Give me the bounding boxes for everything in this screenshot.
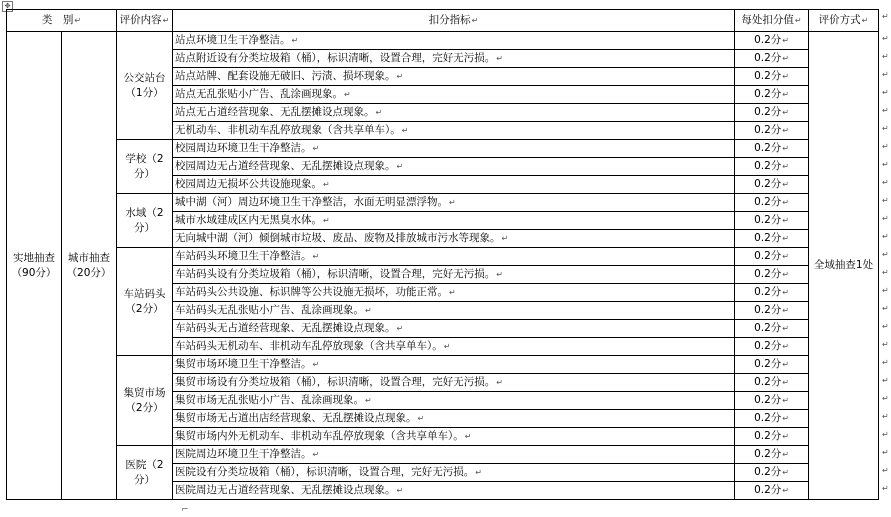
points-cell: 0.2分↵ — [735, 284, 809, 302]
row-end-mark: ↵ — [882, 484, 889, 493]
row-end-mark: ↵ — [882, 286, 889, 295]
row-end-mark: ↵ — [882, 106, 889, 115]
points-text: 0.2分 — [754, 142, 782, 154]
indicator-text: 城中湖（河）周边环境卫生干净整洁，水面无明显漂浮物。 — [175, 196, 449, 208]
points-cell: 0.2分↵ — [735, 446, 809, 464]
points-text: 0.2分 — [754, 250, 782, 262]
indicator-text: 车站码头无机动车、非机动车乱停放现象（含共享单车）。 — [175, 340, 443, 352]
points-text: 0.2分 — [754, 34, 782, 46]
indicator-cell: 无机动车、非机动车乱停放现象（含共享单车）。↵ — [173, 122, 735, 140]
points-cell: 0.2分↵ — [735, 212, 809, 230]
row-end-mark: ↵ — [882, 448, 889, 457]
evaluation-item-cell: 车站码头（2分） — [117, 248, 173, 356]
row-end-mark: ↵ — [882, 250, 889, 259]
points-cell: 0.2分↵ — [735, 428, 809, 446]
points-text: 0.2分 — [754, 106, 782, 118]
indicator-text: 车站码头公共设施、标识牌等公共设施无损坏，功能正常。 — [175, 286, 449, 298]
indicator-cell: 校园周边环境卫生干净整洁。↵ — [173, 140, 735, 158]
indicator-text: 车站码头设有分类垃圾箱（桶），标识清晰，设置合理，完好无污损。 — [175, 268, 496, 280]
row-end-mark: ↵ — [882, 430, 889, 439]
indicator-cell: 站点无占道经营现象、无乱摆摊设点现象。↵ — [173, 104, 735, 122]
header-method: 评价方式↵ — [809, 10, 879, 32]
indicator-text: 校园周边环境卫生干净整洁。 — [175, 142, 312, 154]
points-cell: 0.2分↵ — [735, 122, 809, 140]
row-end-mark: ↵ — [882, 358, 889, 367]
row-end-mark: ↵ — [882, 88, 889, 97]
indicator-text: 集贸市场环境卫生干净整洁。 — [175, 358, 312, 370]
indicator-cell: 车站码头设有分类垃圾箱（桶），标识清晰，设置合理，完好无污损。↵ — [173, 266, 735, 284]
indicator-cell: 集贸市场无乱张贴小广告、乱涂画现象。↵ — [173, 392, 735, 410]
indicator-text: 医院设有分类垃圾箱（桶），标识清晰，设置合理，完好无污损。 — [175, 466, 475, 478]
evaluation-item-cell: 集贸市场（2分） — [117, 356, 173, 446]
indicator-cell: 医院周边无占道经营现象、无乱摆摊设点现象。↵ — [173, 482, 735, 500]
indicator-text: 校园周边无损坏公共设施现象。 — [175, 178, 323, 190]
indicator-text: 集贸市场内外无机动车、非机动车乱停放现象（含共享单车）。 — [175, 430, 464, 442]
subcategory-cell: 城市抽查（20分） — [62, 32, 117, 500]
points-cell: 0.2分↵ — [735, 464, 809, 482]
indicator-text: 无向城中湖（河）倾倒城市垃圾、废品、废物及排放城市污水等现象。 — [175, 232, 501, 244]
row-end-mark: ↵ — [882, 196, 889, 205]
points-text: 0.2分 — [754, 304, 782, 316]
row-end-mark: ↵ — [882, 124, 889, 133]
table-row — [7, 32, 879, 50]
indicator-text: 集贸市场设有分类垃圾箱（桶），标识清晰，设置合理，完好无污损。 — [175, 376, 496, 388]
points-cell: 0.2分↵ — [735, 302, 809, 320]
points-text: 0.2分 — [754, 376, 782, 388]
indicator-cell: 医院设有分类垃圾箱（桶），标识清晰，设置合理，完好无污损。↵ — [173, 464, 735, 482]
table-body — [7, 32, 879, 500]
row-end-mark: ↵ — [882, 232, 889, 241]
points-cell: 0.2分↵ — [735, 104, 809, 122]
indicator-cell: 校园周边无损坏公共设施现象。↵ — [173, 176, 735, 194]
points-text: 0.2分 — [754, 448, 782, 460]
table-row — [7, 446, 879, 464]
points-text: 0.2分 — [754, 52, 782, 64]
indicator-text: 站点附近设有分类垃圾箱（桶），标识清晰，设置合理，完好无污损。 — [175, 52, 496, 64]
points-text: 0.2分 — [754, 268, 782, 280]
evaluation-item-cell: 医院（2分） — [117, 446, 173, 500]
indicator-cell: 站点环境卫生干净整洁。↵ — [173, 32, 735, 50]
indicator-text: 无机动车、非机动车乱停放现象（含共享单车）。 — [175, 124, 401, 136]
points-text: 0.2分 — [754, 178, 782, 190]
indicator-cell: 集贸市场环境卫生干净整洁。↵ — [173, 356, 735, 374]
indicator-cell: 站点无乱张贴小广告、乱涂画现象。↵ — [173, 86, 735, 104]
indicator-text: 车站码头环境卫生干净整洁。 — [175, 250, 312, 262]
indicator-cell: 站点站牌、配套设施无破旧、污渍、损坏现象。↵ — [173, 68, 735, 86]
indicator-cell: 车站码头无乱张贴小广告、乱涂画现象。↵ — [173, 302, 735, 320]
points-cell: 0.2分↵ — [735, 392, 809, 410]
indicator-text: 站点无占道经营现象、无乱摆摊设点现象。 — [175, 106, 375, 118]
table-row — [7, 248, 879, 266]
row-end-mark: ↵ — [882, 52, 889, 61]
row-end-mark: ↵ — [882, 268, 889, 277]
points-cell: 0.2分↵ — [735, 158, 809, 176]
indicator-text: 站点站牌、配套设施无破旧、污渍、损坏现象。 — [175, 70, 396, 82]
table-row — [7, 356, 879, 374]
row-end-mark: ↵ — [882, 142, 889, 151]
indicator-cell: 集贸市场无占道出店经营现象、无乱摆摊设点现象。↵ — [173, 410, 735, 428]
indicator-cell: 车站码头公共设施、标识牌等公共设施无损坏，功能正常。↵ — [173, 284, 735, 302]
points-text: 0.2分 — [754, 412, 782, 424]
indicator-cell: 无向城中湖（河）倾倒城市垃圾、废品、废物及排放城市污水等现象。↵ — [173, 230, 735, 248]
indicator-cell: 车站码头无占道经营现象、无乱摆摊设点现象。↵ — [173, 320, 735, 338]
points-text: 0.2分 — [754, 484, 782, 496]
indicator-text: 城市水域建成区内无黑臭水体。 — [175, 214, 323, 226]
indicator-cell: 车站码头无机动车、非机动车乱停放现象（含共享单车）。↵ — [173, 338, 735, 356]
indicator-cell: 集贸市场内外无机动车、非机动车乱停放现象（含共享单车）。↵ — [173, 428, 735, 446]
indicator-cell: 集贸市场设有分类垃圾箱（桶），标识清晰，设置合理，完好无污损。↵ — [173, 374, 735, 392]
indicator-text: 站点环境卫生干净整洁。 — [175, 34, 291, 46]
points-cell: 0.2分↵ — [735, 230, 809, 248]
row-end-mark: ↵ — [882, 214, 889, 223]
indicator-cell: 城市水域建成区内无黑臭水体。↵ — [173, 212, 735, 230]
indicator-text: 集贸市场无占道出店经营现象、无乱摆摊设点现象。 — [175, 412, 417, 424]
indicator-cell: 车站码头环境卫生干净整洁。↵ — [173, 248, 735, 266]
row-end-mark: ↵ — [882, 340, 889, 349]
evaluation-item-cell: 学校（2分） — [117, 140, 173, 194]
points-text: 0.2分 — [754, 340, 782, 352]
points-cell: 0.2分↵ — [735, 482, 809, 500]
points-cell: 0.2分↵ — [735, 194, 809, 212]
method-cell: 全域抽查1处 — [809, 32, 879, 500]
indicator-text: 站点无乱张贴小广告、乱涂画现象。 — [175, 88, 344, 100]
row-end-mark: ↵ — [882, 304, 889, 313]
scoring-table — [6, 9, 879, 500]
points-cell: 0.2分↵ — [735, 266, 809, 284]
points-text: 0.2分 — [754, 196, 782, 208]
text-cursor-mark: ⌐ — [181, 505, 189, 515]
points-cell: 0.2分↵ — [735, 374, 809, 392]
row-end-mark: ↵ — [882, 160, 889, 169]
points-text: 0.2分 — [754, 322, 782, 334]
points-cell: 0.2分↵ — [735, 140, 809, 158]
indicator-text: 车站码头无乱张贴小广告、乱涂画现象。 — [175, 304, 365, 316]
points-text: 0.2分 — [754, 70, 782, 82]
points-text: 0.2分 — [754, 160, 782, 172]
row-end-mark: ↵ — [882, 376, 889, 385]
points-cell: 0.2分↵ — [735, 320, 809, 338]
points-text: 0.2分 — [754, 394, 782, 406]
points-cell: 0.2分↵ — [735, 356, 809, 374]
points-cell: 0.2分↵ — [735, 410, 809, 428]
row-end-mark: ↵ — [882, 12, 889, 21]
points-cell: 0.2分↵ — [735, 338, 809, 356]
table-row — [7, 140, 879, 158]
indicator-text: 车站码头无占道经营现象、无乱摆摊设点现象。 — [175, 322, 396, 334]
points-text: 0.2分 — [754, 286, 782, 298]
row-end-mark: ↵ — [882, 178, 889, 187]
row-end-mark: ↵ — [882, 466, 889, 475]
points-cell: 0.2分↵ — [735, 176, 809, 194]
row-end-mark: ↵ — [882, 34, 889, 43]
indicator-cell: 站点附近设有分类垃圾箱（桶），标识清晰，设置合理，完好无污损。↵ — [173, 50, 735, 68]
evaluation-item-cell: 公交站台（1分） — [117, 32, 173, 140]
points-text: 0.2分 — [754, 358, 782, 370]
indicator-cell: 医院周边环境卫生干净整洁。↵ — [173, 446, 735, 464]
table-move-handle-icon[interactable]: ✥ — [2, 1, 13, 12]
row-end-mark: ↵ — [882, 322, 889, 331]
indicator-cell: 校园周边无占道经营现象、无乱摆摊设点现象。↵ — [173, 158, 735, 176]
header-content: 评价内容↵ — [117, 10, 173, 32]
row-end-mark: ↵ — [882, 412, 889, 421]
header-category: 类 别↵ — [7, 10, 117, 32]
points-text: 0.2分 — [754, 430, 782, 442]
points-text: 0.2分 — [754, 466, 782, 478]
indicator-text: 医院周边环境卫生干净整洁。 — [175, 448, 312, 460]
points-cell: 0.2分↵ — [735, 86, 809, 104]
row-end-mark: ↵ — [882, 70, 889, 79]
table-header-row — [7, 10, 879, 32]
points-text: 0.2分 — [754, 124, 782, 136]
indicator-cell: 城中湖（河）周边环境卫生干净整洁，水面无明显漂浮物。↵ — [173, 194, 735, 212]
points-cell: 0.2分↵ — [735, 248, 809, 266]
category-cell: 实地抽查（90分） — [7, 32, 62, 500]
indicator-text: 校园周边无占道经营现象、无乱摆摊设点现象。 — [175, 160, 396, 172]
points-text: 0.2分 — [754, 232, 782, 244]
points-cell: 0.2分↵ — [735, 32, 809, 50]
table-row — [7, 194, 879, 212]
header-points: 每处扣分值↵ — [735, 10, 809, 32]
evaluation-item-cell: 水域（2分） — [117, 194, 173, 248]
points-cell: 0.2分↵ — [735, 68, 809, 86]
row-end-mark: ↵ — [882, 394, 889, 403]
points-text: 0.2分 — [754, 214, 782, 226]
indicator-text: 集贸市场无乱张贴小广告、乱涂画现象。 — [175, 394, 365, 406]
indicator-text: 医院周边无占道经营现象、无乱摆摊设点现象。 — [175, 484, 396, 496]
points-cell: 0.2分↵ — [735, 50, 809, 68]
header-indicator: 扣分指标↵ — [173, 10, 735, 32]
points-text: 0.2分 — [754, 88, 782, 100]
